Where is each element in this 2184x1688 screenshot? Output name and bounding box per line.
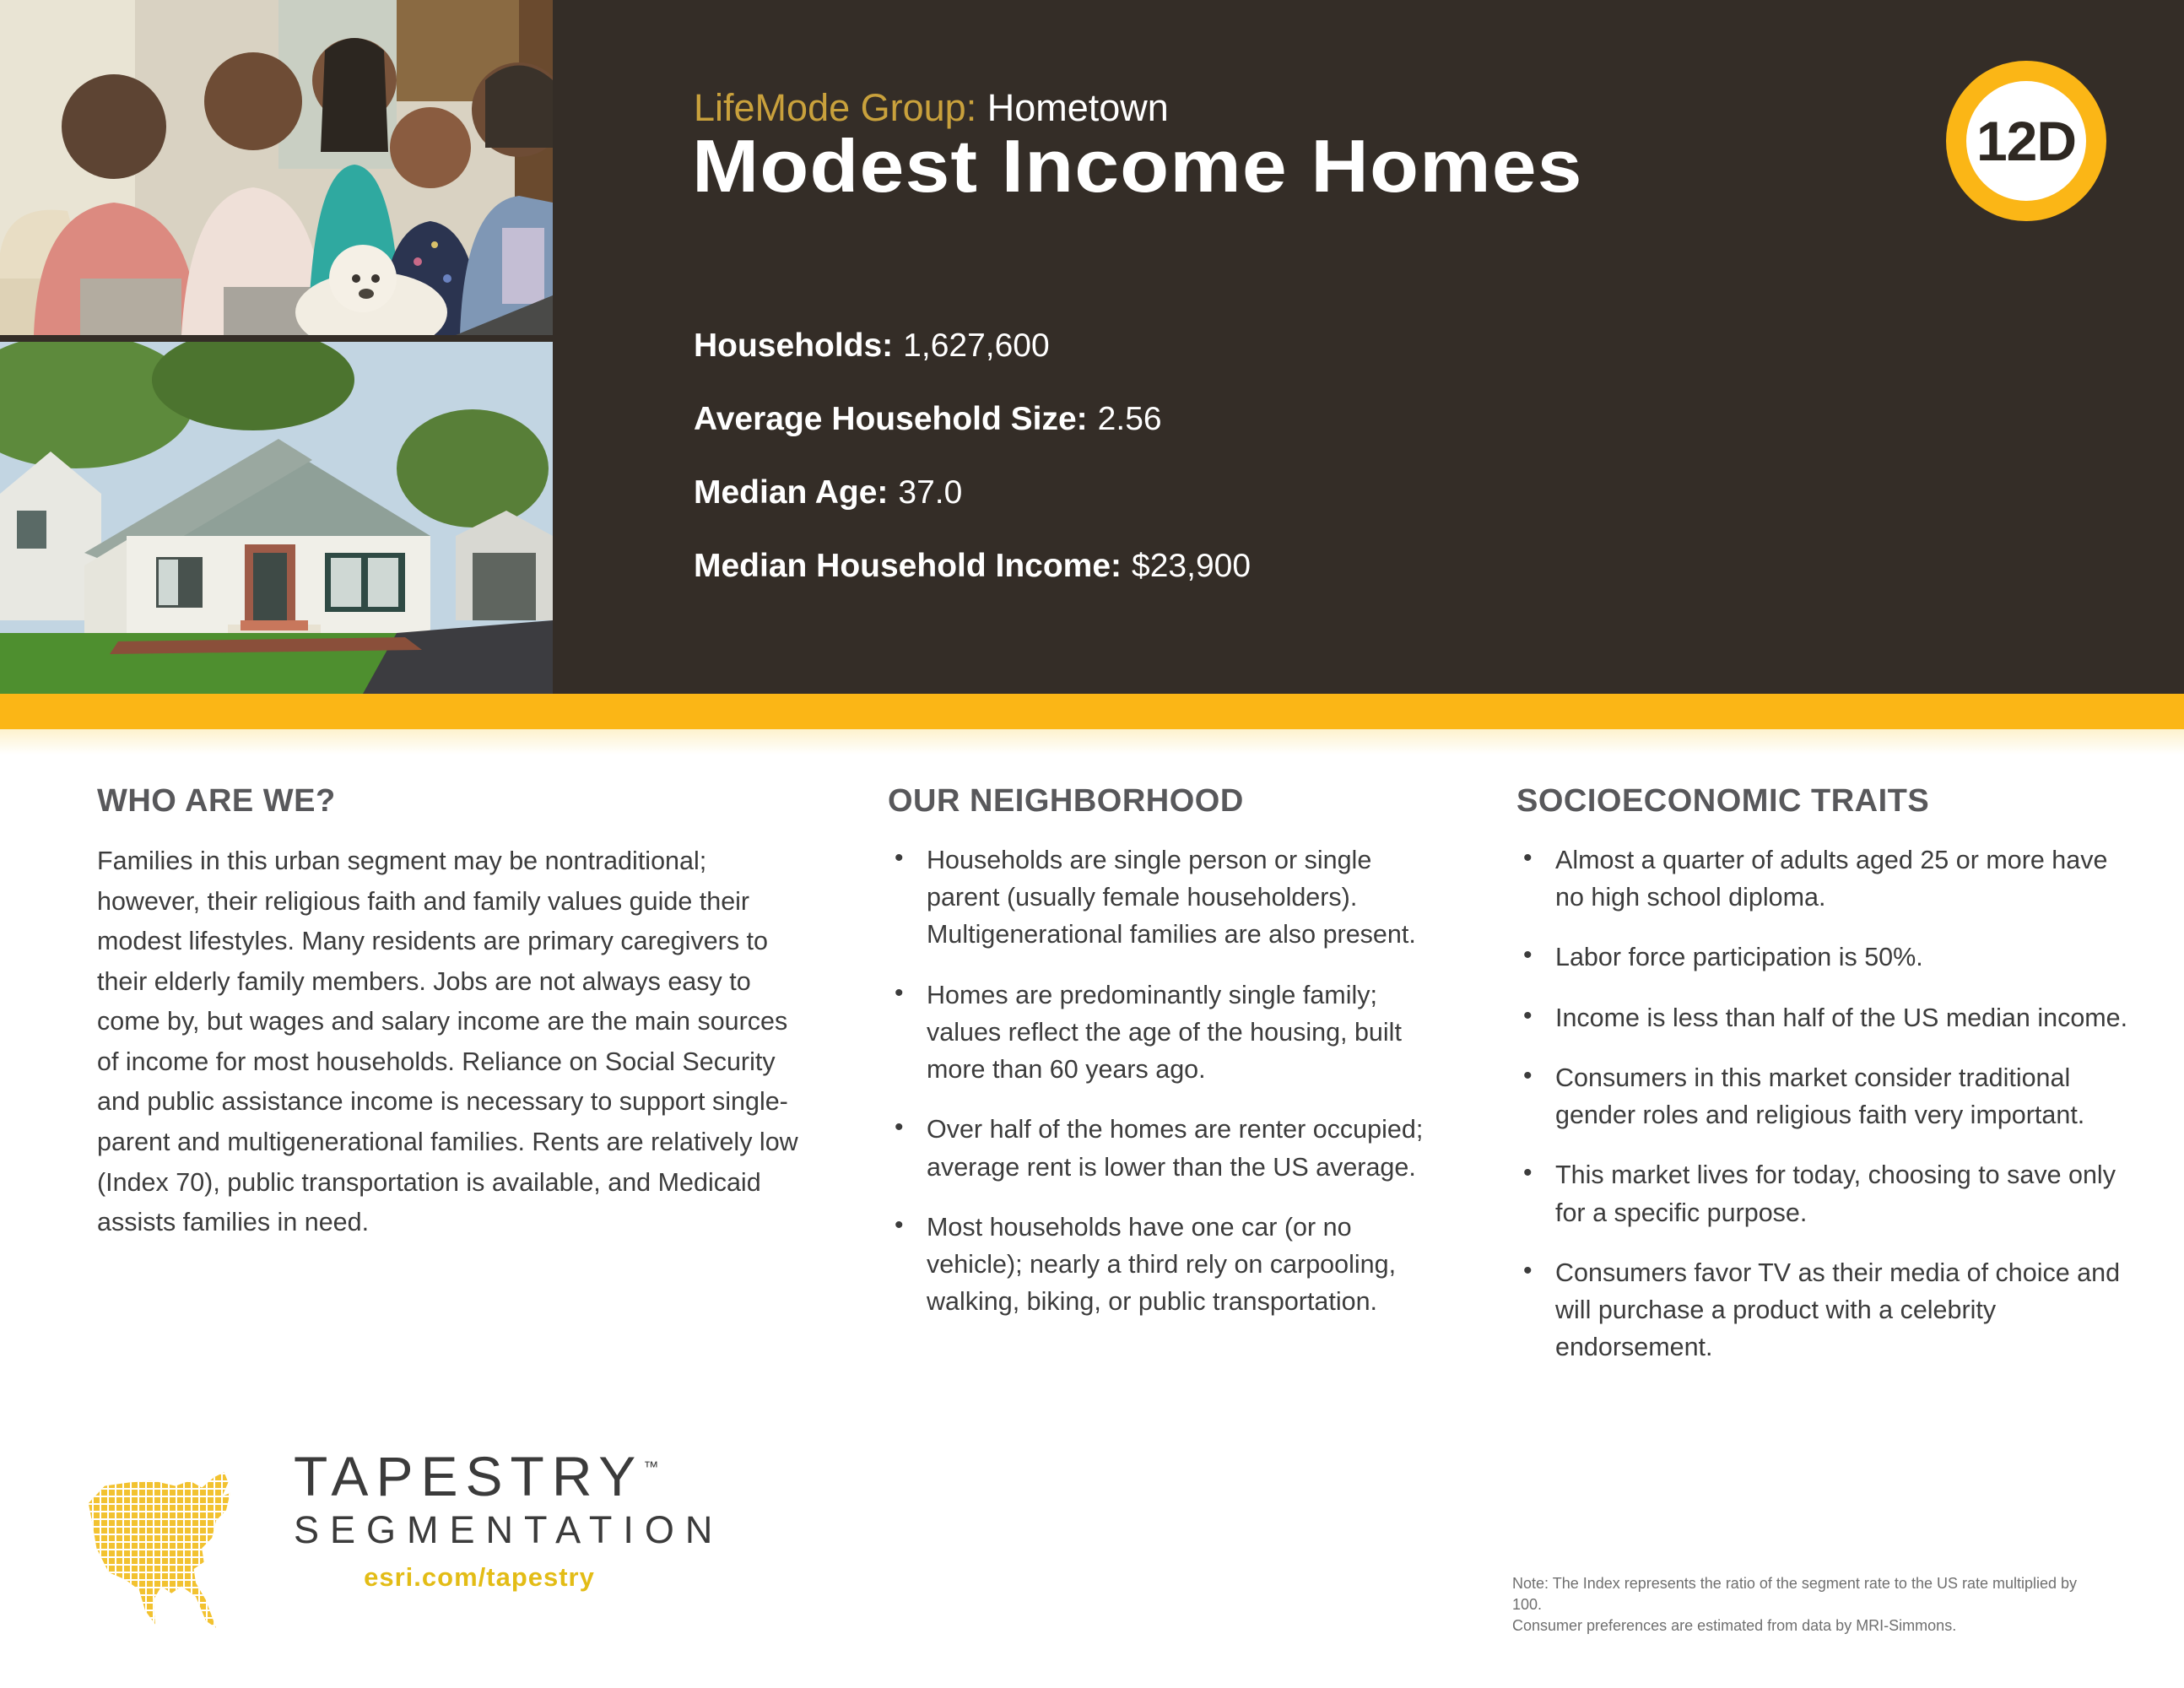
who-are-we-text: Families in this urban segment may be nontraditional; however, their religious faith and family values guide their modest lifestyles. Many residents are primary caregivers to their elderly family members. Jobs are not always easy to come by, but wages and salary income are the main sources of income for most households. Reliance on Social Security and public assistance income is necessary to support single-parent and multigenerational families. Rents are relatively low (Index 70), public transportation is available, and Medicaid assists families in need. (97, 847, 798, 1237)
house-photo-illustration (0, 342, 553, 694)
lifemode-group-label: LifeMode Group: (694, 86, 977, 129)
tapestry-logo (294, 1445, 724, 1593)
stat-avg-household-size (694, 401, 1251, 437)
family-photo (0, 0, 553, 335)
stat-label: Households: (694, 327, 894, 364)
trademark-symbol: ™ (643, 1458, 659, 1475)
list-item-text: Almost a quarter of adults aged 25 or more have no high school diploma. (1555, 846, 2108, 912)
band-fade (0, 729, 2184, 755)
list-item (888, 977, 1451, 1089)
stat-median-income (694, 548, 1251, 584)
stat-median-age (694, 474, 1251, 511)
stat-households (694, 327, 1251, 364)
our-neighborhood-heading: OUR NEIGHBORHOOD (888, 783, 1244, 819)
list-item (1516, 1156, 2131, 1231)
list-item (888, 841, 1451, 954)
list-item-text: Homes are predominantly single family; values reflect the age of the housing, built more than 60 years ago. (927, 980, 1402, 1085)
segment-stats (694, 327, 1251, 621)
socioeconomic-traits-heading: SOCIOECONOMIC TRAITS (1516, 783, 1930, 819)
list-item (1516, 939, 2131, 976)
esri-tapestry-link[interactable]: esri.com/tapestry (364, 1562, 595, 1592)
our-neighborhood-section (888, 783, 1451, 1343)
list-item-text: Households are single person or single parent (usually female householders). Multigenerational families are also present. (927, 846, 1416, 950)
lifemode-group-value: Hometown (987, 86, 1169, 129)
socioeconomic-traits-list (1516, 841, 2131, 1366)
tapestry-logo-title (294, 1445, 723, 1507)
segmentation-wordmark: SEGMENTATION (294, 1508, 724, 1551)
list-item (888, 1209, 1451, 1321)
who-are-we-section (97, 783, 810, 1243)
segment-title: Modest Income Homes (692, 124, 1583, 208)
stat-value: 1,627,600 (903, 327, 1050, 364)
list-item (1516, 841, 2131, 916)
list-item-text: Income is less than half of the US median income. (1555, 1003, 2128, 1032)
segment-code: 12D (1976, 110, 2077, 172)
stat-value: $23,900 (1132, 548, 1251, 584)
house-photo (0, 342, 553, 694)
our-neighborhood-list (888, 841, 1451, 1320)
tapestry-wordmark: TAPESTRY (294, 1445, 644, 1507)
footnote-line: Consumer preferences are estimated from data by MRI-Simmons. (1512, 1617, 1957, 1635)
list-item-text: Most households have one car (or no vehicle); nearly a third rely on carpooling, walking, biking, or public transportation. (927, 1212, 1397, 1317)
stat-label: Average Household Size: (694, 401, 1088, 437)
stat-label: Median Age: (694, 474, 889, 511)
index-footnote (1512, 1573, 2103, 1637)
list-item-text: Labor force participation is 50%. (1555, 943, 1923, 972)
list-item-text: This market lives for today, choosing to save only for a specific purpose. (1555, 1160, 2116, 1227)
list-item-text: Over half of the homes are renter occupied; average rent is lower than the US average. (927, 1115, 1424, 1182)
family-photo-illustration (0, 0, 553, 335)
socioeconomic-traits-section (1516, 783, 2131, 1388)
stat-value: 37.0 (898, 474, 963, 511)
list-item (888, 1111, 1451, 1185)
list-item (1516, 1254, 2131, 1366)
segment-code-badge (1946, 61, 2106, 221)
usa-dotted-map-icon (84, 1465, 287, 1638)
who-are-we-heading: WHO ARE WE? (97, 783, 336, 819)
stat-value: 2.56 (1097, 401, 1162, 437)
list-item (1516, 1059, 2131, 1133)
footnote-line: Note: The Index represents the ratio of the segment rate to the US rate multiplied by 100. (1512, 1575, 2078, 1614)
list-item-text: Consumers favor TV as their media of choice and will purchase a product with a celebrity endorsement. (1555, 1258, 2121, 1362)
yellow-accent-band (0, 694, 2184, 729)
list-item (1516, 999, 2131, 1036)
stat-label: Median Household Income: (694, 548, 1122, 584)
list-item-text: Consumers in this market consider traditional gender roles and religious faith very important. (1555, 1063, 2085, 1130)
